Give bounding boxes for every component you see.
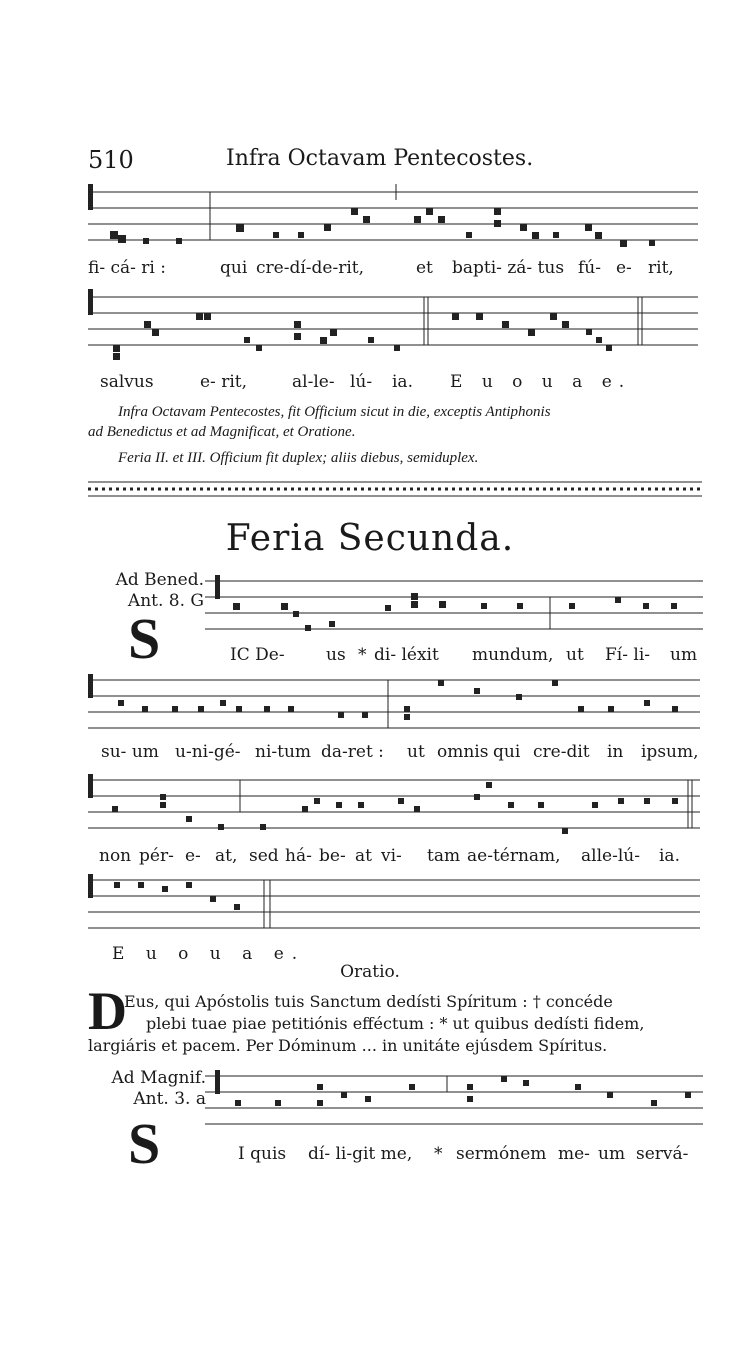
rubric-line-1: Infra Octavam Pentecostes, fit Officium sicut in die, exceptis Antiphonis (118, 404, 551, 420)
rubric-line-2: ad Benedictus et ad Magnificat, et Oratione. (88, 424, 356, 440)
magnificat-label: Ad Magnif. Ant. 3. a (111, 1068, 206, 1109)
rubric-line-3: Feria II. et III. Officium fit duplex; aliis diebus, semiduplex. (118, 450, 479, 466)
staff-5 (88, 772, 708, 842)
clef (88, 874, 93, 898)
benedictus-initial: S (128, 606, 161, 671)
staff-1 (88, 180, 708, 260)
staff-4 (88, 672, 708, 742)
oratio-title: Oratio. (340, 962, 400, 982)
neumes (235, 1076, 691, 1106)
oratio-line-1: Eus, qui Apóstolis tuis Sanctum dedísti Spíritum : † concéde (124, 992, 613, 1011)
ornamental-divider (88, 480, 702, 500)
neumes (110, 208, 655, 247)
oratio-initial: D (88, 981, 127, 1041)
clef (88, 774, 93, 798)
staff-7 (205, 1070, 705, 1140)
staff-3 (205, 575, 705, 645)
neumes (118, 680, 678, 720)
clef (88, 184, 93, 210)
oratio-line-3: largiáris et pacem. Per Dóminum ... in unitáte ejúsdem Spíritus. (88, 1036, 608, 1055)
oratio-line-2: plebi tuae piae petitiónis efféctum : * ut quibus dedísti fidem, (146, 1014, 645, 1033)
running-title: Infra Octavam Pentecostes. (226, 146, 534, 171)
staff-6 (88, 872, 708, 942)
magnificat-initial: S (128, 1111, 161, 1176)
neumes (113, 313, 612, 360)
clef (215, 575, 220, 599)
clef (88, 289, 93, 315)
section-title: Feria Secunda. (225, 518, 515, 559)
clef (215, 1070, 220, 1094)
neumes (112, 782, 678, 834)
page-number: 510 (88, 146, 134, 174)
neumes (233, 593, 677, 631)
benedictus-lyric-4: E u o u a e. (112, 944, 306, 964)
benedictus-label: Ad Bened. Ant. 8. G (115, 570, 204, 611)
clef (88, 674, 93, 698)
staff-2 (88, 285, 708, 375)
